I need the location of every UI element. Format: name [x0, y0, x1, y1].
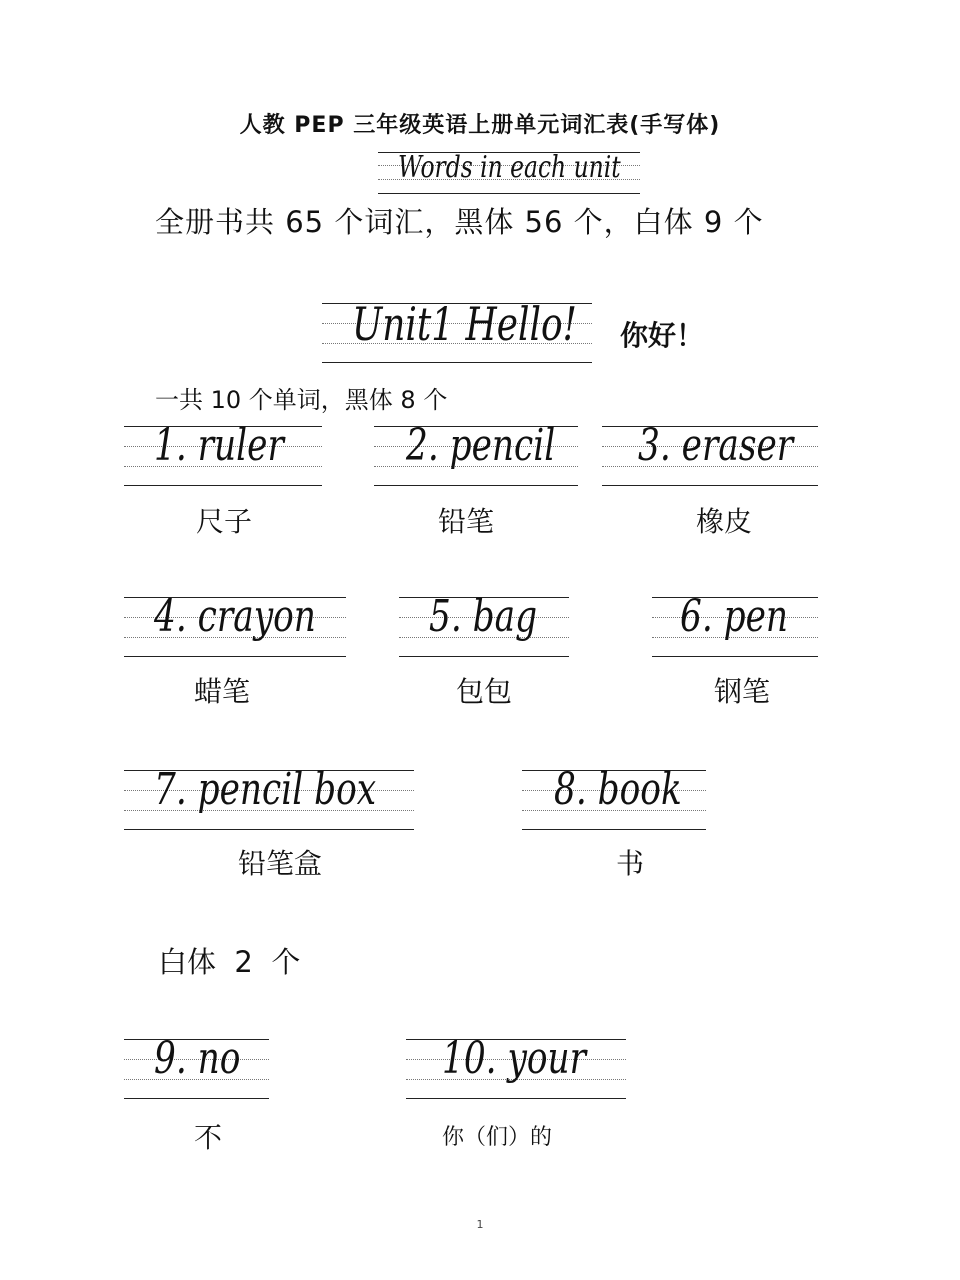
word-card-pencil-box [124, 764, 414, 830]
word-english: 9. no [154, 1033, 241, 1084]
unit-word-count: 一共 10 个单词，黑体 8 个 [155, 386, 448, 414]
word-english: 1. ruler [154, 420, 284, 471]
word-chinese: 包包 [456, 675, 513, 708]
word-chinese: 书 [616, 847, 645, 880]
word-card-bag [399, 591, 569, 657]
unit-heading-chinese: 你好！ [620, 319, 705, 352]
word-english: 8. book [554, 764, 682, 815]
word-english: 2. pencil [406, 420, 556, 471]
document-title: 人教 PEP 三年级英语上册单元词汇表(手写体) [239, 113, 721, 138]
word-card-eraser [602, 420, 818, 486]
page-number: 1 [476, 1218, 484, 1231]
word-card-no [124, 1033, 269, 1099]
word-chinese: 钢笔 [714, 675, 771, 708]
word-chinese: 铅笔 [438, 505, 495, 538]
plain-words-heading: 白体 2 个 [158, 945, 301, 979]
vocabulary-summary: 全册书共 65 个词汇，黑体 56 个，白体 9 个 [155, 205, 764, 239]
unit-heading-lines [322, 297, 592, 363]
word-card-pen [652, 591, 818, 657]
word-english: 10. your [442, 1033, 587, 1084]
word-english: 6. pen [680, 591, 789, 642]
word-card-your [406, 1033, 626, 1099]
word-chinese: 蜡笔 [194, 675, 251, 708]
word-english: 7. pencil box [154, 764, 377, 815]
unit-heading-handwriting: Unit1 Hello! [352, 297, 577, 351]
word-chinese: 你（们）的 [442, 1125, 553, 1150]
word-english: 5. bag [429, 591, 538, 642]
word-card-book [522, 764, 706, 830]
word-english: 4. crayon [154, 591, 316, 642]
word-english: 3. eraser [638, 420, 794, 471]
word-card-crayon [124, 591, 346, 657]
word-chinese: 铅笔盒 [238, 847, 323, 880]
word-chinese: 橡皮 [696, 505, 753, 538]
word-chinese: 不 [194, 1121, 223, 1154]
word-chinese: 尺子 [196, 505, 253, 538]
word-card-pencil [374, 420, 578, 486]
subtitle-handwriting-lines [378, 152, 640, 194]
subtitle-handwriting: Words in each unit [398, 150, 621, 185]
word-card-ruler [124, 420, 322, 486]
